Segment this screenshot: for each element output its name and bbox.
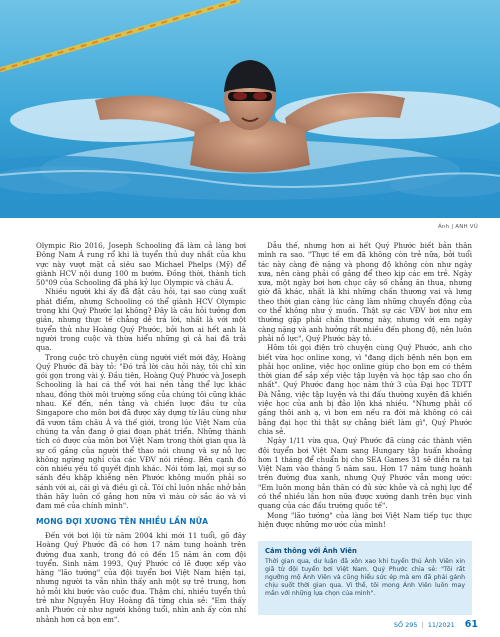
sidebar-box	[258, 541, 472, 615]
article-paragraph: Đến với bơi lội từ năm 2004 khi mới 11 tuổi, gõ đây Hoàng Quý Phước đã có hơn 17 năm tung hoành trên đường đua xanh, trong đó có đến 15 năm ăn cơm đội tuyển. Sinh năm 1993, Quý Phước có lẽ được xếp vào hàng "lão tướng" của đội tuyển bơi Việt Nam hiện tại, nhưng người ta vẫn nhìn thấy anh một sự trẻ trung, hơn hở mỗi khi bước vào cuộc đua. Thậm chí, nhiều tuyển thủ trẻ như Nguyễn Huy Hoàng đã từng chia sẻ: "Em thấy anh Phước cứ như người không tuổi, nhìn anh ấy còn nhí nhảnh hơn cả bọn em".	[36, 530, 246, 624]
sidebar-box-title: Cảm thông với Ánh Viên	[265, 547, 357, 555]
article-paragraph: Trong cuộc trò chuyện cùng người viết mới đây, Hoàng Quý Phước đã bày tỏ: "Đó trả lời câu hỏi này, tôi chỉ xin gói gọn trong vài ý. Đầu tiên, Hoàng Quý Phước và Joseph Schooling là hai cá thể với hai nền tảng thể lực khác nhau, đồng thời môi trường sống của chúng tôi cũng khác nhau. Kế đến, nền tảng và chiến lược đầu tư của Singapore cho môn bơi đã được xây dựng từ lâu cùng như đã vươn tầm châu Á và thế giới, trong lúc Việt Nam của chúng ta vẫn đang ở giai đoạn phát triển. Những thành tích có được của môn bơi Việt Nam trong thời gian qua là sự cố gắng của người thể thao nói chung và sự nỗ lực không ngừng nghỉ của các VĐV nói riêng. Bên cạnh đó còn nhiều yếu tố quyết định khác. Nói tóm lại, mọi sự so sánh đều khập khiễng nên Phước không muốn phải so sánh với ai, cái gì và điều gì cả. Tôi chỉ luôn nhắc nhở bản thân hãy luôn cố gắng hơn nữa vì màu cờ sắc áo và vì đam mê của chính mình".	[36, 352, 246, 511]
page-footer	[394, 619, 478, 630]
section-subheading: MONG ĐỢI XƯƠNG TÊN NHIỀU LẦN NỮA	[36, 516, 209, 526]
article-paragraph: Mong "lão tướng" của làng bơi Việt Nam tiếp tục thực hiện được những mơ ước của mình!	[258, 510, 472, 529]
issue-number: SỐ 295	[393, 620, 418, 629]
article-paragraph: Nhiều người khi ấy đã đặt câu hỏi, tại sao cùng xuất phát điểm, nhưng Schooling có thể giành HCV Olympic trong khi Quý Phước lại không? Đây là câu hỏi tưởng đơn giản, nhưng thực tế chẳng dễ trả lời, nhất là với một tuyển thủ như Hoàng Quý Phước, bởi hơn ai hết anh là người trong cuộc và thừa hiểu những gì cả hai đã trải qua.	[36, 287, 246, 353]
page-number: 61	[464, 619, 478, 630]
article-right-column	[258, 241, 472, 529]
article-paragraph: Ngày 1/11 vừa qua, Quý Phước đã cùng các thành viên đội tuyển bơi Việt Nam sang Hungary tập huấn khoảng hơn 1 tháng để chuẩn bị cho SEA Games 31 sẽ diễn ra tại Việt Nam vào tháng 5 năm sau. Hơn 17 năm tung hoành trên đường đua xanh, nhưng Quý Phước vẫn mong ước: "Em luôn mong bản thân có đủ sức khỏe và cả nghị lực để có thể nhiều lần hơn nữa được xướng danh trên bục vinh quang của các đấu trường quốc tế".	[258, 436, 472, 511]
sidebar-box-text: Thời gian qua, dư luận đã xôn xao khi tuyển thủ Ánh Viên xin giã từ đội tuyển bơi Việt Nam. Quý Phước chia sẻ: "Tôi rất ngưỡng mộ Ánh Viên và cũng hiểu sức ép mà em đã phải gánh chịu suốt thời gian qua. Vì thế, tôi mong Ánh Viên luôn may mắn với những lựa chọn của mình".	[265, 558, 465, 598]
footer-separator: |	[421, 620, 424, 629]
article-paragraph: Dẫu thế, nhưng hơn ai hết Quý Phước biết bản thân mình ra sao. "Thực tế em đã không còn trẻ nữa, bởi tuổi tác này càng đè nặng và phong độ không còn như ngày xưa, nên càng phải cố gắng để theo kịp các em trẻ. Ngày xưa, một ngày bơi hơn chục cây số chẳng ăn thua, nhưng giờ đã khác, nhất là khi những chấn thương vai và lưng theo thời gian càng lúc càng làm những chuyển động của cơ thể không như ý muốn. Thật sự các VĐV bơi như em thường gặp phải chấn thương này, nhưng với em ngày càng nặng và anh hưởng rất nhiều đến phong độ, nên luôn phải nỗ lực", Quý Phước bày tỏ.	[258, 241, 472, 343]
article-paragraph: Olympic Rio 2016, Joseph Schooling đã làm cả làng bơi Đông Nam Á rung rổ khi là tuyển thủ duy nhất của khu vực này vượt mặt cả siêu sao Michael Phelps (Mỹ) để giành HCV nội dung 100 m bướm. Đồng thời, thành tích 50"09 của Schooling đã phá kỷ lục Olympic và châu Á.	[36, 241, 246, 288]
swimmer-photo	[0, 0, 500, 218]
issue-date: 11/2021	[427, 620, 455, 629]
photo-credit: Ảnh | ANH VŨ	[437, 224, 478, 230]
article-left-column	[36, 241, 246, 624]
article-paragraph: Hôm tôi gọi điện trò chuyện cùng Quý Phước, anh cho biết vừa học online xong, vì "đang dịch bệnh nên bọn em phải học online, việc học online giúp cho bọn em có thêm thời gian để sắp xếp việc tập luyện và học tập sao cho ổn nhất". Quý Phước đang học năm thứ 3 của Đại học TDTT Đà Nẵng, việc tập luyện và thi đấu thường xuyên đã khiến việc học của anh bị đảo lộn khá nhiều. "Nhưng phải cố gắng thôi anh ạ, vì bơn em nếu ra đời mà không có cái bằng đại học thì thật sự chẳng biết làm gì", Quý Phước chia sẻ.	[258, 343, 472, 436]
